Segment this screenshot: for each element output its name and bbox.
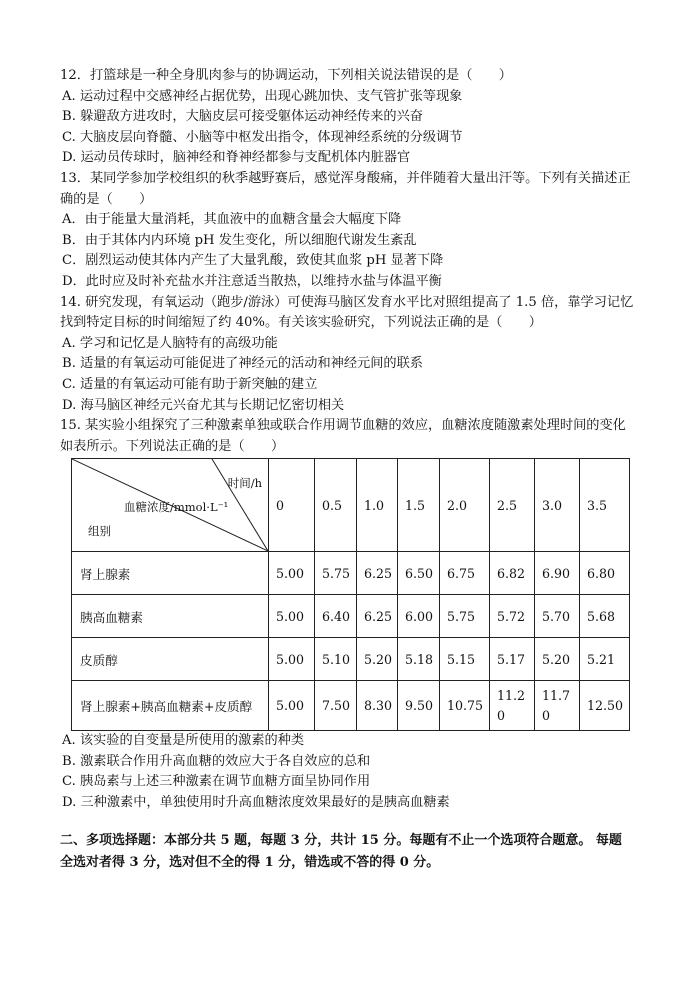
table-cell: 6.40 (315, 595, 357, 638)
option-a: A. 运动过程中交感神经占据优势，出现心跳加快、支气管扩张等现象 (62, 88, 463, 104)
table-cell: 5.75 (315, 552, 357, 595)
time-header: 3.5 (580, 459, 630, 552)
question-stem: 15. 某实验小组探究了三种激素单独或联合作用调节血糖的效应，血糖浓度随激素处理时间的变化 (60, 418, 626, 434)
question-stem-cont: 确的是（ ） (60, 191, 153, 207)
table-cell: 5.10 (315, 638, 357, 681)
option-a: A. 学习和记忆是人脑特有的高级功能 (62, 335, 278, 351)
table-cell: 10.75 (440, 681, 490, 731)
time-header: 2.5 (490, 459, 535, 552)
table-cell: 5.21 (580, 638, 630, 681)
table-cell-wrapped (535, 681, 580, 731)
question-stem: 13．某同学参加学校组织的秋季越野赛后，感觉浑身酸痛，并伴随着大量出汗等。下列有关描述正 (60, 170, 631, 186)
table-cell: 5.00 (269, 595, 315, 638)
row-label: 胰高血糖素 (72, 595, 269, 638)
option-c: C．剧烈运动使其体内产生了大量乳酸，致使其血浆 pH 显著下降 (62, 253, 444, 269)
question-15 (60, 416, 650, 814)
header-group-label: 组别 (88, 524, 111, 539)
header-time-label: 时间/h (227, 476, 262, 491)
option-b: B. 适量的有氧运动可能促进了神经元的活动和神经元间的联系 (62, 356, 423, 372)
table-row (72, 595, 630, 638)
section-2-instructions (60, 830, 650, 874)
question-12 (60, 66, 650, 169)
option-c: C. 大脑皮层向脊髓、小脑等中枢发出指令，体现神经系统的分级调节 (62, 129, 463, 145)
option-c: C. 适量的有氧运动可能有助于新突触的建立 (62, 376, 318, 392)
exam-page (60, 66, 650, 874)
option-b: B. 躲避敌方进攻时，大脑皮层可接受躯体运动神经传来的兴奋 (62, 109, 423, 125)
table-cell: 6.90 (535, 552, 580, 595)
table-cell: 5.68 (580, 595, 630, 638)
question-13 (60, 169, 650, 293)
question-stem-cont: 如表所示。下列说法正确的是（ ） (60, 438, 285, 454)
table-cell: 12.50 (580, 681, 630, 731)
table-cell: 5.72 (490, 595, 535, 638)
option-c: C. 胰岛素与上述三种激素在调节血糖方面呈协同作用 (62, 774, 371, 790)
table-cell: 6.82 (490, 552, 535, 595)
table-cell: 5.00 (269, 638, 315, 681)
cell-line: 11.2 (497, 687, 526, 703)
table-cell: 6.00 (398, 595, 440, 638)
time-header: 1.0 (357, 459, 398, 552)
cell-line: 0 (542, 707, 551, 723)
table-cell: 5.18 (398, 638, 440, 681)
row-label: 肾上腺素 (72, 552, 269, 595)
option-b: B．由于其体内内环境 pH 发生变化，所以细胞代谢发生紊乱 (62, 232, 417, 248)
option-d: D. 三种激素中，单独使用时升高血糖浓度效果最好的是胰高血糖素 (62, 795, 450, 811)
table-cell: 5.75 (440, 595, 490, 638)
table-cell: 5.70 (535, 595, 580, 638)
option-a: A. 该实验的自变量是所使用的激素的种类 (62, 733, 305, 749)
table-cell: 6.75 (440, 552, 490, 595)
table-cell: 6.25 (357, 552, 398, 595)
header-concentration-label: 血糖浓度/mmol·L⁻¹ (124, 500, 229, 515)
table-header-row (72, 459, 630, 552)
table-row (72, 681, 630, 731)
table-cell: 8.30 (357, 681, 398, 731)
table-cell: 6.50 (398, 552, 440, 595)
table-cell: 9.50 (398, 681, 440, 731)
table-cell-wrapped (490, 681, 535, 731)
table-cell: 5.20 (357, 638, 398, 681)
option-d: D. 运动员传球时，脑神经和脊神经都参与支配机体内脏器官 (62, 150, 411, 166)
cell-line: 11.7 (542, 687, 571, 703)
option-d: D．此时应及时补充盐水并注意适当散热，以维持水盐与体温平衡 (62, 273, 442, 289)
table-cell: 6.25 (357, 595, 398, 638)
time-header: 0 (269, 459, 315, 552)
table-cell: 7.50 (315, 681, 357, 731)
question-14 (60, 293, 650, 417)
section-heading-cont: 全选对者得 3 分，选对但不全的得 1 分，错选或不答的得 0 分。 (60, 854, 440, 870)
question-stem-cont: 找到特定目标的时间缩短了约 40%。有关该实验研究，下列说法正确的是（ ） (60, 315, 542, 331)
section-heading: 二、多项选择题：本部分共 5 题，每题 3 分，共计 15 分。每题有不止一个选项符合题意。 每题 (60, 832, 622, 848)
table-row (72, 552, 630, 595)
cell-line: 0 (497, 707, 506, 723)
question-stem: 12．打篮球是一种全身肌肉参与的协调运动，下列相关说法错误的是（ ） (60, 68, 512, 83)
option-a: A．由于能量大量消耗，其血液中的血糖含量会大幅度下降 (62, 212, 402, 228)
table-cell: 5.17 (490, 638, 535, 681)
question-stem: 14. 研究发现，有氧运动（跑步/游泳）可使海马脑区发育水平比对照组提高了 1.5 倍，靠学习记忆 (60, 294, 634, 310)
table-cell: 5.00 (269, 681, 315, 731)
blood-glucose-table (71, 458, 630, 731)
table-cell: 5.00 (269, 552, 315, 595)
option-b: B. 激素联合作用升高血糖的效应大于各自效应的总和 (62, 753, 371, 769)
time-header: 3.0 (535, 459, 580, 552)
time-header: 2.0 (440, 459, 490, 552)
table-row (72, 638, 630, 681)
time-header: 0.5 (315, 459, 357, 552)
table-cell: 5.15 (440, 638, 490, 681)
table-cell: 5.20 (535, 638, 580, 681)
time-header: 1.5 (398, 459, 440, 552)
option-d: D. 海马脑区神经元兴奋尤其与长期记忆密切相关 (62, 397, 345, 413)
diagonal-header-cell (72, 459, 269, 552)
table-cell: 6.80 (580, 552, 630, 595)
row-label: 肾上腺素+胰高血糖素+皮质醇 (72, 681, 269, 731)
row-label: 皮质醇 (72, 638, 269, 681)
